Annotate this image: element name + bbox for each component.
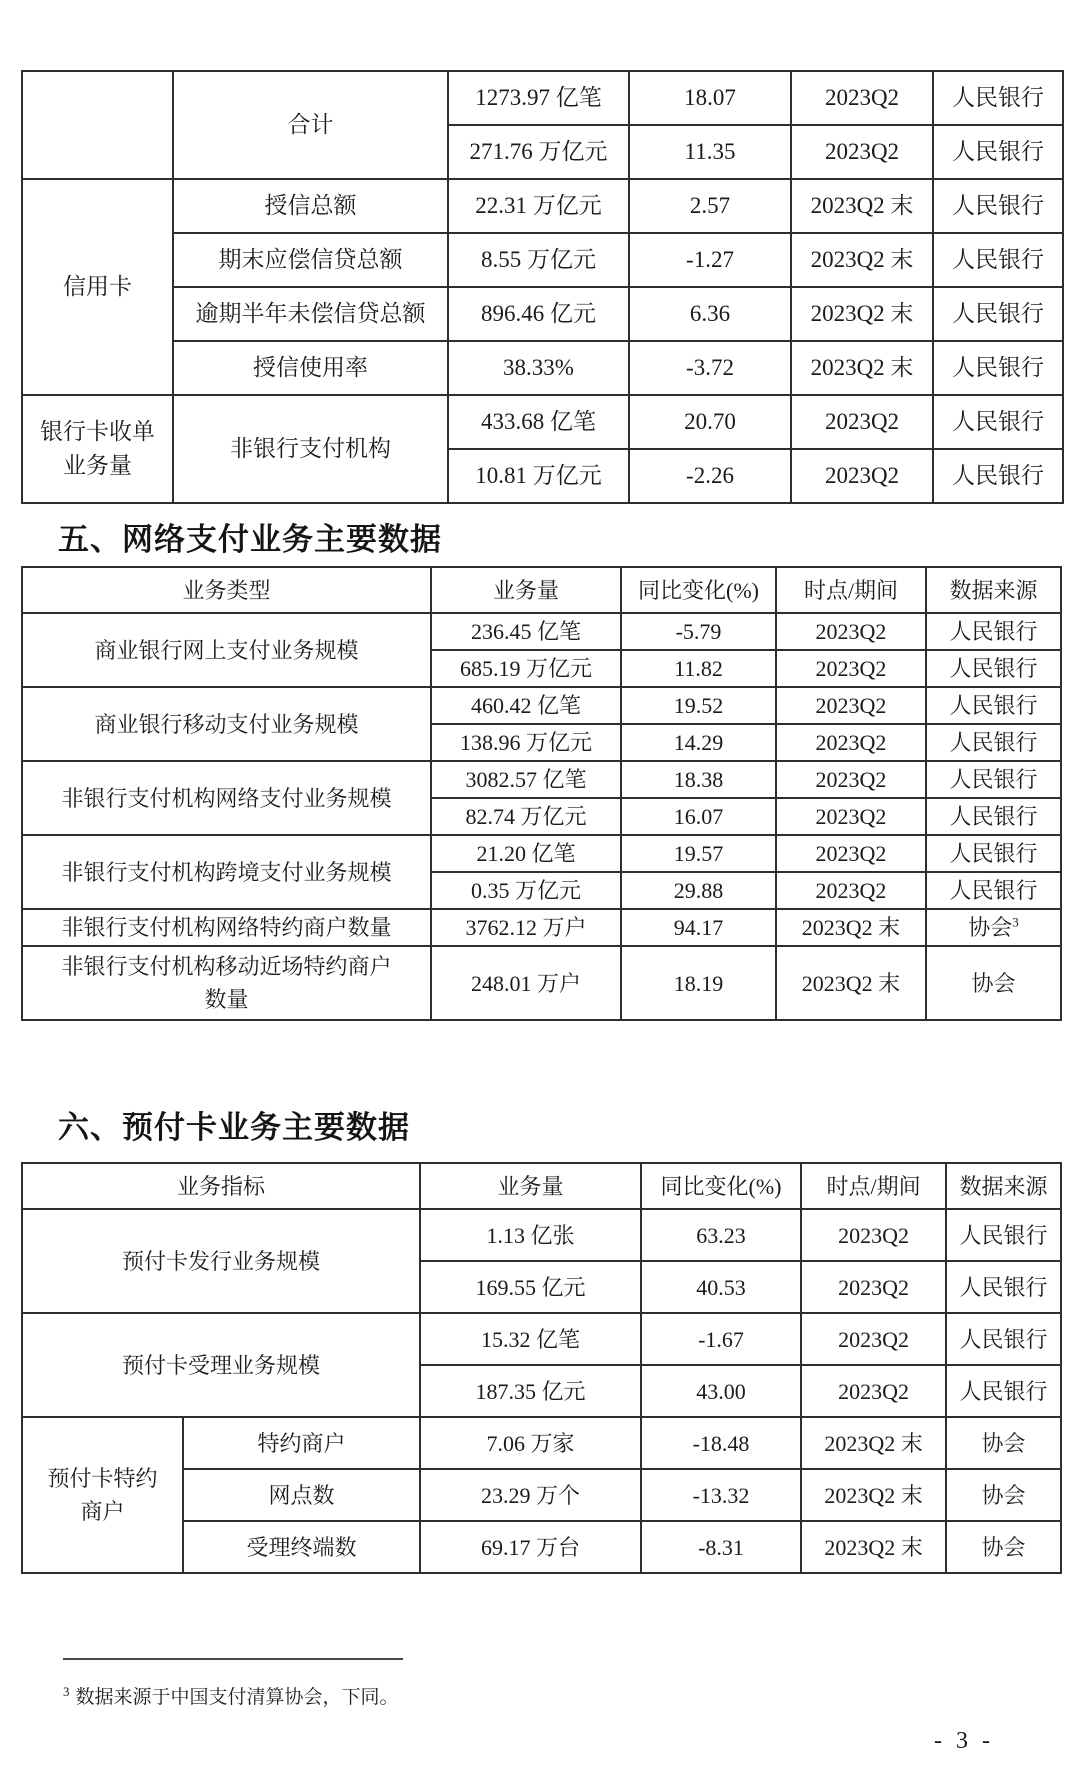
cell-label: 预付卡受理业务规模 xyxy=(22,1313,420,1417)
cell-source: 协会$^3$ xyxy=(926,909,1061,946)
cell-value: 21.20 亿笔 xyxy=(431,835,621,872)
cell-period: 2023Q2 xyxy=(801,1209,946,1261)
cell-category-credit-card: 信用卡 xyxy=(22,179,173,395)
cell-change: 16.07 xyxy=(621,798,776,835)
cell-change: -1.27 xyxy=(629,233,791,287)
section-title-prepaid-card: 六、预付卡业务主要数据 xyxy=(58,1110,410,1145)
table-row xyxy=(22,233,1063,287)
table-row xyxy=(22,395,1063,449)
table-row xyxy=(22,946,1061,1020)
cell-source: 协会 xyxy=(946,1521,1061,1573)
header-cell-yoy-change: 同比变化(%) xyxy=(641,1163,801,1209)
footnote-text: 数据来源于中国支付清算协会，下同。 xyxy=(75,1687,399,1708)
header-cell-period: 时点/期间 xyxy=(776,567,926,613)
cell-source: 协会 xyxy=(946,1469,1061,1521)
cell-change: 94.17 xyxy=(621,909,776,946)
cell-value: 433.68 亿笔 xyxy=(448,395,629,449)
cell-period: 2023Q2 末 xyxy=(776,946,926,1020)
cell-value: 1.13 亿张 xyxy=(420,1209,641,1261)
cell-label: 授信总额 xyxy=(173,179,448,233)
cell-label: 期末应偿信贷总额 xyxy=(173,233,448,287)
cell-value: 3762.12 万户 xyxy=(431,909,621,946)
cell-label: 预付卡发行业务规模 xyxy=(22,1209,420,1313)
cell-change: 11.82 xyxy=(621,650,776,687)
cell-label: 非银行支付机构网络特约商户数量 xyxy=(22,909,431,946)
cell-source: 人民银行 xyxy=(933,71,1063,125)
table-row xyxy=(22,71,1063,125)
cell-change: 6.36 xyxy=(629,287,791,341)
cell-change: -2.26 xyxy=(629,449,791,503)
cell-source: 人民银行 xyxy=(946,1261,1061,1313)
cell-period: 2023Q2 xyxy=(776,724,926,761)
cell-period: 2023Q2 xyxy=(776,798,926,835)
cell-source: 人民银行 xyxy=(926,613,1061,650)
cell-period: 2023Q2 xyxy=(776,761,926,798)
cell-category-prepaid-merchant: 预付卡特约商户 xyxy=(22,1417,183,1573)
cell-label: 网点数 xyxy=(183,1469,420,1521)
cell-value: 460.42 亿笔 xyxy=(431,687,621,724)
cell-label: 特约商户 xyxy=(183,1417,420,1469)
cell-change: 18.07 xyxy=(629,71,791,125)
cell-value: 38.33% xyxy=(448,341,629,395)
cell-period: 2023Q2 xyxy=(776,835,926,872)
cell-source: 人民银行 xyxy=(933,395,1063,449)
table-row xyxy=(22,179,1063,233)
cell-change: 40.53 xyxy=(641,1261,801,1313)
cell-source: 人民银行 xyxy=(926,761,1061,798)
table-bankcard-business-continued xyxy=(21,70,1064,504)
table-row xyxy=(22,835,1061,872)
cell-period: 2023Q2 xyxy=(776,687,926,724)
cell-label: 非银行支付机构网络支付业务规模 xyxy=(22,761,431,835)
cell-period: 2023Q2 xyxy=(776,650,926,687)
cell-change: 29.88 xyxy=(621,872,776,909)
cell-period: 2023Q2 末 xyxy=(801,1521,946,1573)
footnote xyxy=(63,1682,399,1709)
cell-source: 人民银行 xyxy=(926,872,1061,909)
cell-value: 685.19 万亿元 xyxy=(431,650,621,687)
cell-category-blank xyxy=(22,71,173,179)
cell-period: 2023Q2 xyxy=(776,613,926,650)
cell-change: -1.67 xyxy=(641,1313,801,1365)
header-cell-business-indicator: 业务指标 xyxy=(22,1163,420,1209)
footnote-marker: 3 xyxy=(63,1683,70,1699)
header-cell-volume: 业务量 xyxy=(420,1163,641,1209)
cell-value: 271.76 万亿元 xyxy=(448,125,629,179)
cell-source: 人民银行 xyxy=(926,650,1061,687)
cell-category-acquiring: 银行卡收单业务量 xyxy=(22,395,173,503)
cell-source: 人民银行 xyxy=(933,449,1063,503)
table-row xyxy=(22,687,1061,724)
cell-source: 人民银行 xyxy=(933,179,1063,233)
cell-value: 8.55 万亿元 xyxy=(448,233,629,287)
table-header-row xyxy=(22,1163,1061,1209)
cell-value: 248.01 万户 xyxy=(431,946,621,1020)
cell-value: 0.35 万亿元 xyxy=(431,872,621,909)
cell-change: 19.52 xyxy=(621,687,776,724)
cell-period: 2023Q2 末 xyxy=(791,341,933,395)
cell-label: 授信使用率 xyxy=(173,341,448,395)
cell-value: 169.55 亿元 xyxy=(420,1261,641,1313)
table-header-row xyxy=(22,567,1061,613)
cell-source: 人民银行 xyxy=(933,287,1063,341)
cell-value: 15.32 亿笔 xyxy=(420,1313,641,1365)
table-prepaid-card xyxy=(21,1162,1062,1574)
table-row xyxy=(22,1209,1061,1261)
cell-change: -5.79 xyxy=(621,613,776,650)
cell-change: 14.29 xyxy=(621,724,776,761)
cell-source: 人民银行 xyxy=(926,687,1061,724)
header-cell-source: 数据来源 xyxy=(926,567,1061,613)
cell-period: 2023Q2 xyxy=(791,449,933,503)
cell-label: 受理终端数 xyxy=(183,1521,420,1573)
cell-change: -8.31 xyxy=(641,1521,801,1573)
cell-change: 43.00 xyxy=(641,1365,801,1417)
section-title-network-payment: 五、网络支付业务主要数据 xyxy=(58,522,442,557)
cell-period: 2023Q2 xyxy=(791,395,933,449)
cell-value: 138.96 万亿元 xyxy=(431,724,621,761)
cell-value: 23.29 万个 xyxy=(420,1469,641,1521)
header-cell-volume: 业务量 xyxy=(431,567,621,613)
cell-value: 896.46 亿元 xyxy=(448,287,629,341)
page-number: - 3 - xyxy=(934,1728,994,1754)
cell-change: -18.48 xyxy=(641,1417,801,1469)
cell-change: 18.38 xyxy=(621,761,776,798)
cell-label: 商业银行移动支付业务规模 xyxy=(22,687,431,761)
cell-source: 人民银行 xyxy=(926,798,1061,835)
cell-value: 3082.57 亿笔 xyxy=(431,761,621,798)
cell-value: 22.31 万亿元 xyxy=(448,179,629,233)
cell-source: 人民银行 xyxy=(933,233,1063,287)
table-network-payment xyxy=(21,566,1062,1021)
table-row xyxy=(22,909,1061,946)
cell-source: 人民银行 xyxy=(926,835,1061,872)
cell-period: 2023Q2 xyxy=(791,125,933,179)
cell-change: 20.70 xyxy=(629,395,791,449)
cell-source: 人民银行 xyxy=(946,1313,1061,1365)
cell-change: 18.19 xyxy=(621,946,776,1020)
footnote-ref-3: 3 xyxy=(1012,914,1019,930)
cell-value: 236.45 亿笔 xyxy=(431,613,621,650)
cell-label: 非银行支付机构 xyxy=(173,395,448,503)
cell-value: 10.81 万亿元 xyxy=(448,449,629,503)
cell-period: 2023Q2 xyxy=(776,872,926,909)
table-row xyxy=(22,287,1063,341)
cell-period: 2023Q2 末 xyxy=(791,179,933,233)
cell-value: 82.74 万亿元 xyxy=(431,798,621,835)
cell-period: 2023Q2 末 xyxy=(801,1469,946,1521)
table-row xyxy=(22,1313,1061,1365)
cell-label: 非银行支付机构跨境支付业务规模 xyxy=(22,835,431,909)
cell-label: 合计 xyxy=(173,71,448,179)
cell-value: 187.35 亿元 xyxy=(420,1365,641,1417)
cell-value: 7.06 万家 xyxy=(420,1417,641,1469)
cell-source: 人民银行 xyxy=(933,125,1063,179)
cell-source: 人民银行 xyxy=(946,1209,1061,1261)
cell-value: 69.17 万台 xyxy=(420,1521,641,1573)
cell-period: 2023Q2 末 xyxy=(801,1417,946,1469)
cell-change: 19.57 xyxy=(621,835,776,872)
cell-period: 2023Q2 xyxy=(801,1261,946,1313)
cell-period: 2023Q2 xyxy=(801,1313,946,1365)
header-cell-business-type: 业务类型 xyxy=(22,567,431,613)
cell-source: 人民银行 xyxy=(933,341,1063,395)
cell-change: -3.72 xyxy=(629,341,791,395)
cell-change: 2.57 xyxy=(629,179,791,233)
cell-period: 2023Q2 xyxy=(791,71,933,125)
cell-source: 人民银行 xyxy=(946,1365,1061,1417)
cell-period: 2023Q2 末 xyxy=(776,909,926,946)
cell-source: 协会 xyxy=(946,1417,1061,1469)
table-row xyxy=(22,341,1063,395)
cell-source: 人民银行 xyxy=(926,724,1061,761)
cell-value: 1273.97 亿笔 xyxy=(448,71,629,125)
header-cell-yoy-change: 同比变化(%) xyxy=(621,567,776,613)
header-cell-source: 数据来源 xyxy=(946,1163,1061,1209)
cell-period: 2023Q2 末 xyxy=(791,287,933,341)
cell-change: -13.32 xyxy=(641,1469,801,1521)
table-row xyxy=(22,761,1061,798)
cell-label: 非银行支付机构移动近场特约商户数量 xyxy=(22,946,431,1020)
footnote-divider xyxy=(63,1658,403,1660)
cell-period: 2023Q2 xyxy=(801,1365,946,1417)
cell-source: 协会 xyxy=(926,946,1061,1020)
cell-label: 商业银行网上支付业务规模 xyxy=(22,613,431,687)
header-cell-period: 时点/期间 xyxy=(801,1163,946,1209)
cell-change: 63.23 xyxy=(641,1209,801,1261)
table-row xyxy=(22,613,1061,650)
cell-period: 2023Q2 末 xyxy=(791,233,933,287)
cell-label: 逾期半年未偿信贷总额 xyxy=(173,287,448,341)
table-row xyxy=(22,1417,1061,1469)
cell-change: 11.35 xyxy=(629,125,791,179)
